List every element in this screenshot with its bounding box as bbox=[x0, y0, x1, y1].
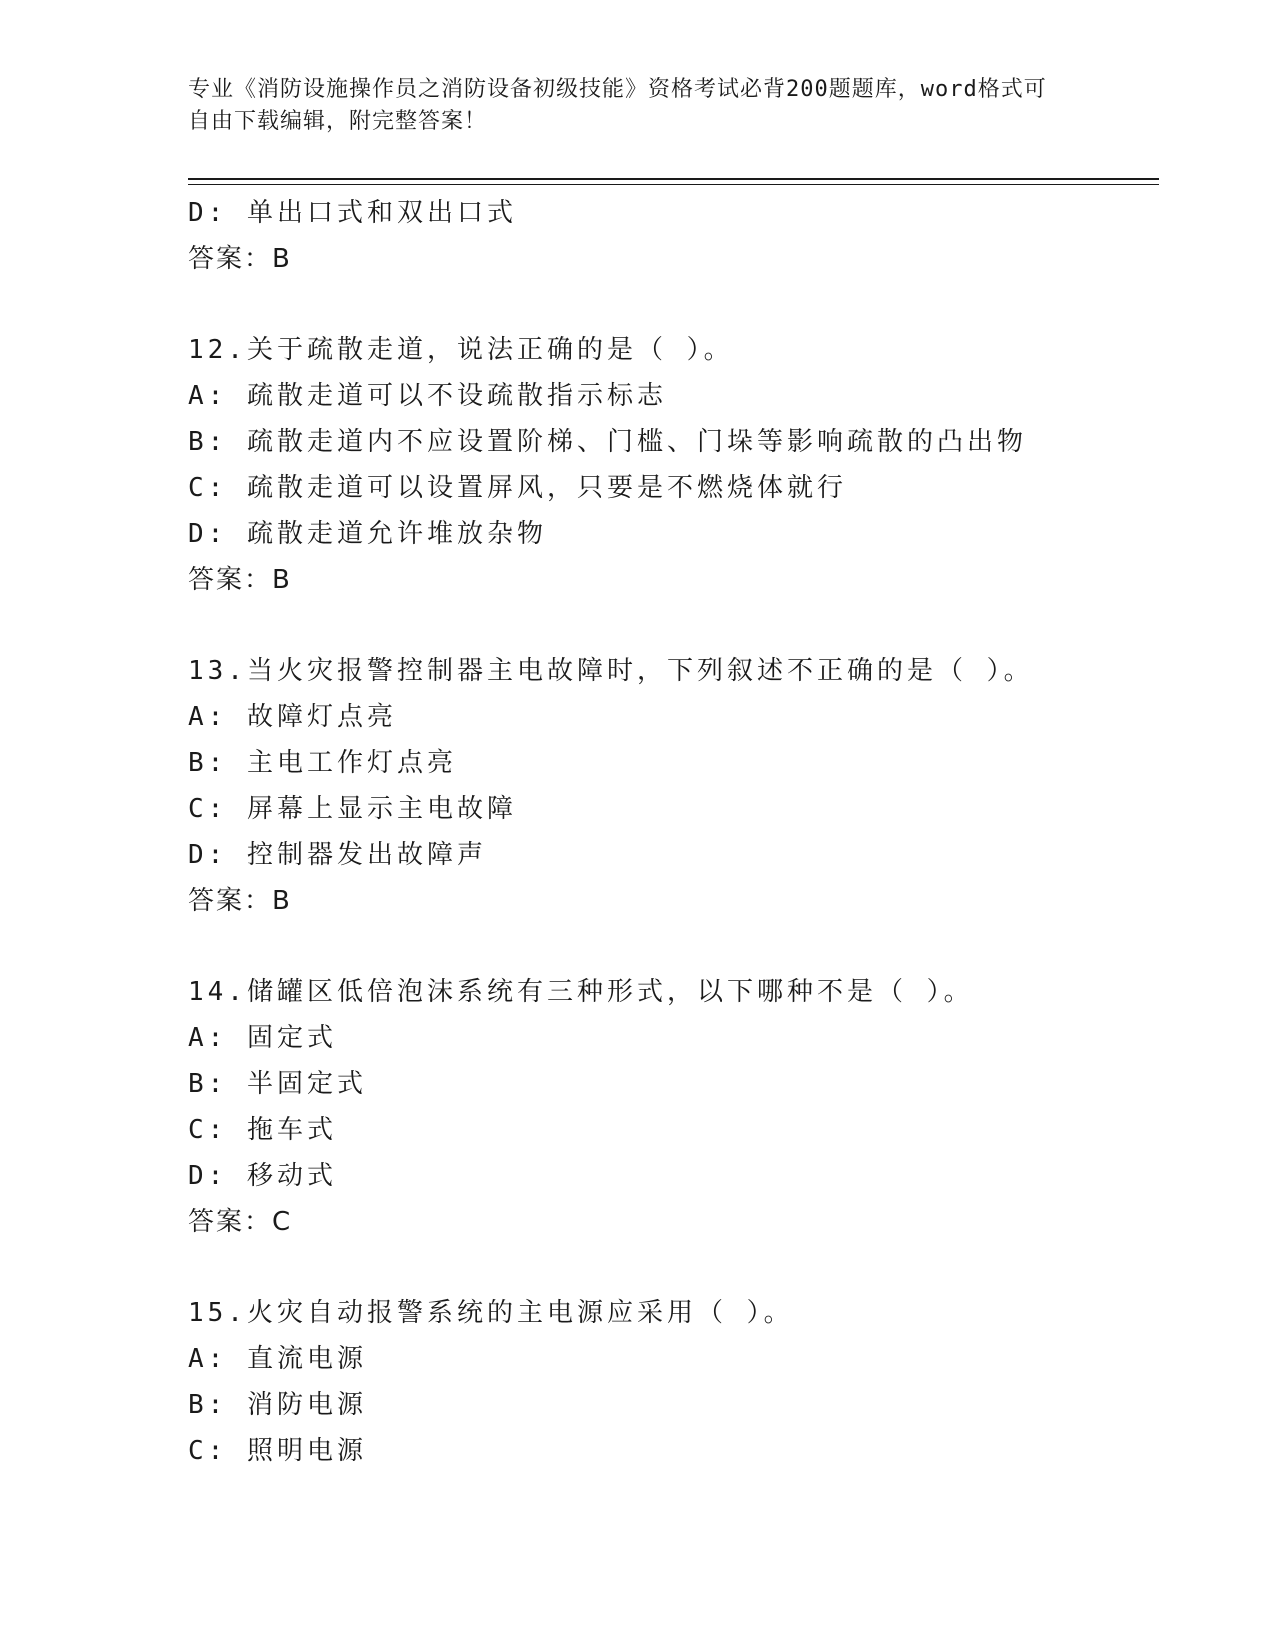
option-c: C: 屏幕上显示主电故障 bbox=[188, 794, 517, 824]
option-c: C: 拖车式 bbox=[188, 1115, 337, 1145]
option-a: A: 疏散走道可以不设疏散指示标志 bbox=[188, 381, 667, 411]
answer-line: 答案：C bbox=[188, 1207, 293, 1237]
question-list bbox=[188, 190, 1168, 1474]
header-rule-thin bbox=[188, 184, 1159, 185]
option-b: B: 主电工作灯点亮 bbox=[188, 748, 457, 778]
answer-line: 答案：B bbox=[188, 244, 292, 274]
option-c: C: 疏散走道可以设置屏风，只要是不燃烧体就行 bbox=[188, 473, 847, 503]
option-c: C: 照明电源 bbox=[188, 1436, 367, 1466]
option-b: B: 半固定式 bbox=[188, 1069, 367, 1099]
question-stem: 15.火灾自动报警系统的主电源应采用（ ）。 bbox=[188, 1298, 794, 1328]
question-stem: 12.关于疏散走道，说法正确的是（ ）。 bbox=[188, 335, 734, 365]
option-d: D: 疏散走道允许堆放杂物 bbox=[188, 519, 547, 549]
answer-line: 答案：B bbox=[188, 565, 292, 595]
option-a: A: 固定式 bbox=[188, 1023, 337, 1053]
question-stem: 14.储罐区低倍泡沫系统有三种形式，以下哪种不是（ ）。 bbox=[188, 977, 974, 1007]
option-a: A: 故障灯点亮 bbox=[188, 702, 397, 732]
option-d: D: 控制器发出故障声 bbox=[188, 840, 487, 870]
document-header: 专业《消防设施操作员之消防设备初级技能》资格考试必背200题题库，word格式可自由下载编辑，附完整答案！ bbox=[188, 77, 1047, 134]
option-a: A: 直流电源 bbox=[188, 1344, 367, 1374]
header-rule-thick bbox=[188, 178, 1159, 180]
question-stem: 13.当火灾报警控制器主电故障时，下列叙述不正确的是（ ）。 bbox=[188, 656, 1034, 686]
option-b: B: 疏散走道内不应设置阶梯、门槛、门垛等影响疏散的凸出物 bbox=[188, 427, 1027, 457]
option-d: D: 单出口式和双出口式 bbox=[188, 198, 517, 228]
answer-line: 答案：B bbox=[188, 886, 292, 916]
option-b: B: 消防电源 bbox=[188, 1390, 367, 1420]
option-d: D: 移动式 bbox=[188, 1161, 337, 1191]
